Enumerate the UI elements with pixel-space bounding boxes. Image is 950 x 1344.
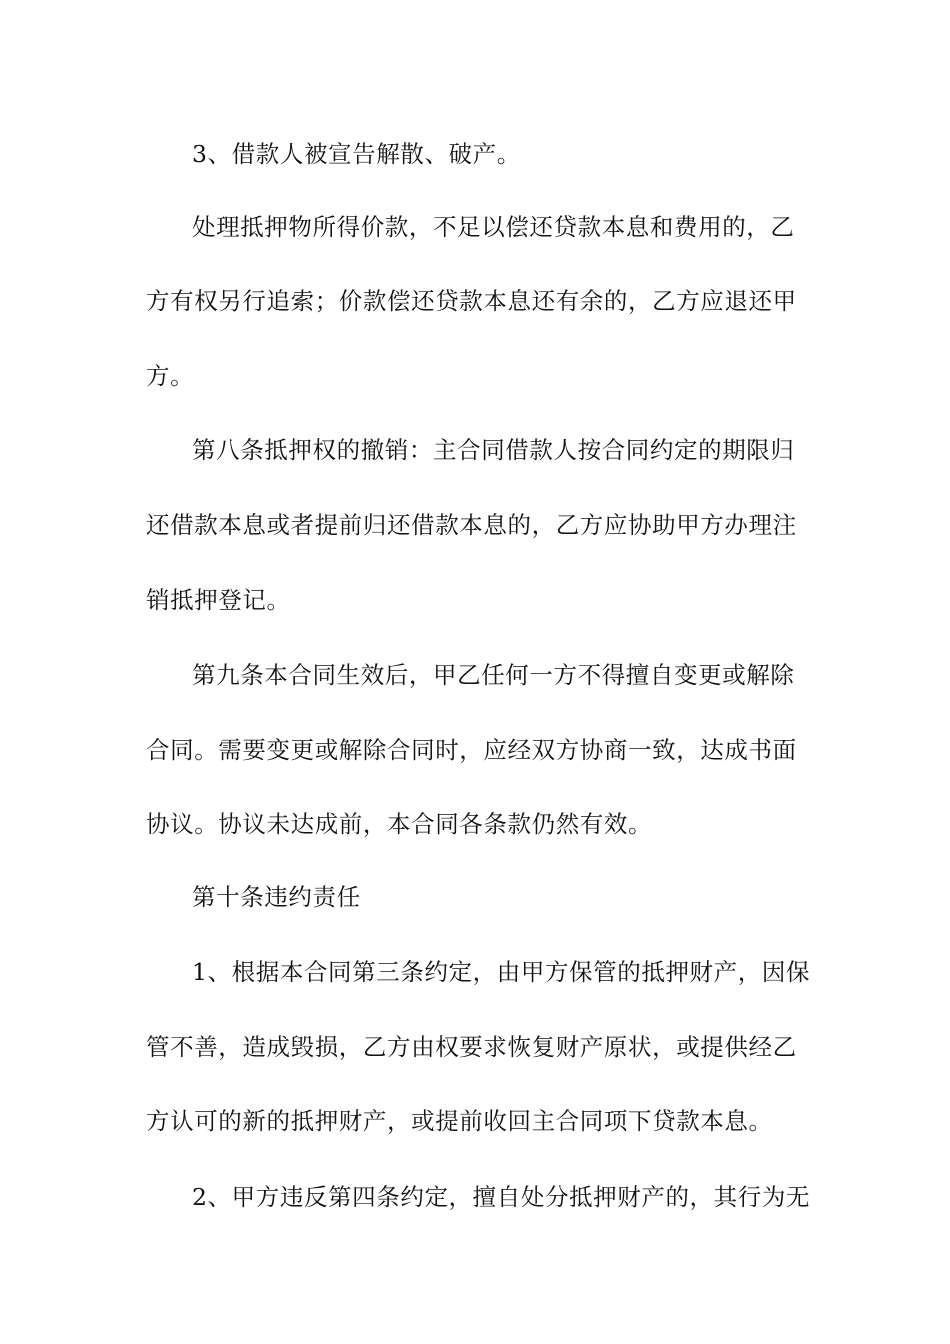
paragraph-line: 方认可的新的抵押财产，或提前收回主合同项下贷款本息。 [146, 1107, 773, 1135]
paragraph-line: 第九条本合同生效后，甲乙任何一方不得擅自变更或解除 [192, 661, 795, 689]
paragraph-line: 1、根据本合同第三条约定，由甲方保管的抵押财产，因保 [192, 958, 811, 986]
paragraph-line: 2、甲方违反第四条约定，擅自处分抵押财产的，其行为无 [192, 1183, 811, 1211]
paragraph-line: 第八条抵押权的撤销：主合同借款人按合同约定的期限归 [192, 436, 795, 464]
paragraph-line: 3、借款人被宣告解散、破产。 [192, 140, 521, 168]
paragraph-line: 方有权另行追索；价款偿还贷款本息还有余的，乙方应退还甲 [146, 287, 797, 315]
section-heading: 第十条违约责任 [192, 883, 361, 911]
paragraph-line: 协议。协议未达成前，本合同各条款仍然有效。 [146, 810, 653, 838]
paragraph-line: 方。 [146, 362, 195, 390]
paragraph-line: 管不善，造成毁损，乙方由权要求恢复财产原状，或提供经乙 [146, 1033, 797, 1061]
paragraph-line: 还借款本息或者提前归还借款本息的，乙方应协助甲方办理注 [146, 511, 797, 539]
paragraph-line: 合同。需要变更或解除合同时，应经双方协商一致，达成书面 [146, 736, 797, 764]
paragraph-line: 销抵押登记。 [146, 586, 291, 614]
paragraph-line: 处理抵押物所得价款，不足以偿还贷款本息和费用的，乙 [192, 213, 795, 241]
